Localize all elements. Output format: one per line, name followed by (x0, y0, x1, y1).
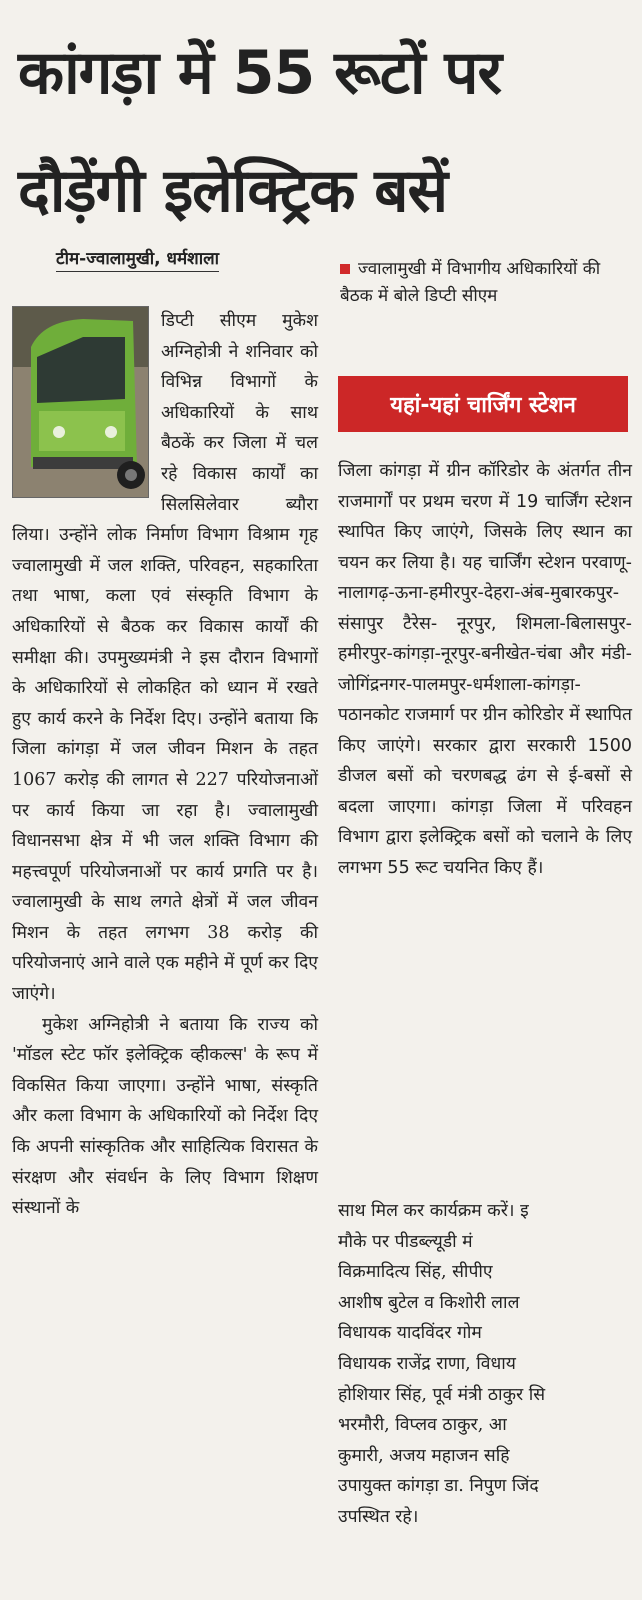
article-continuation (338, 1196, 632, 1533)
continuation-line: विधायक यादविंदर गोम (338, 1323, 482, 1344)
article-paragraph-2: मुकेश अग्निहोत्री ने बताया कि राज्य को 'मॉडल स्टेट फॉर इलेक्ट्रिक व्हीकल्स' के रूप में विकसित किया जाएगा। उन्होंने भाषा, संस्कृति और कला विभाग के अधिकारियों को निर्देश दिए कि अपनी सांस्कृतिक और साहित्यिक विरासत के संरक्षण और संवर्धन के लिए विभाग शिक्षण संस्थानों के (12, 1014, 318, 1219)
continuation-line: मौके पर पीडब्ल्यूडी मं (338, 1231, 473, 1252)
continuation-line: विधायक राजेंद्र राणा, विधाय (338, 1353, 516, 1374)
continuation-line: विक्रमादित्य सिंह, सीपीए (338, 1262, 493, 1283)
continuation-line: होशियार सिंह, पूर्व मंत्री ठाकुर सि (338, 1384, 546, 1405)
continuation-line: भरमौरी, विप्लव ठाकुर, आ (338, 1415, 507, 1436)
article-body (12, 306, 318, 1224)
sidebar-body: जिला कांगड़ा में ग्रीन कॉरिडोर के अंतर्गत तीन राजमार्गों पर प्रथम चरण में 19 चार्जिंग स्टेशन स्थापित किए जाएंगे, जिसके लिए स्थान का चयन कर लिया है। यह चार्जिंग स्टेशन परवाणू-नालागढ़-ऊना-हमीरपुर-देहरा-अंब-मुबारकपुर-संसापुर टैरेस- नूरपुर, शिमला-बिलासपुर-हमीरपुर-कांगड़ा-नूरपुर-बनीखेत-चंबा और मंडी-जोगिंद्रनगर-पालमपुर-धर्मशाला-कांगड़ा-पठानकोट राजमार्ग पर ग्रीन कोरिडोर में स्थापित किए जाएंगे। सरकार द्वारा सरकारी 1500 डीजल बसों को चरणबद्ध ढंग से ई-बसों से बदला जाएगा। कांगड़ा जिला में परिवहन विभाग द्वारा इलेक्ट्रिक बसों को चलाने के लिए लगभग 55 रूट चयनित किए हैं। (338, 461, 632, 878)
subhead-text: ज्वालामुखी में विभागीय अधिकारियों की बैठक में बोले डिप्टी सीएम (340, 259, 601, 306)
continuation-line: साथ मिल कर कार्यक्रम करें। इ (338, 1201, 529, 1221)
headline (18, 14, 628, 250)
continuation-line: आशीष बुटेल व किशोरी लाल (338, 1292, 520, 1313)
byline: टीम-ज्वालामुखी, धर्मशाला (56, 246, 219, 272)
electric-bus-photo (12, 306, 149, 498)
article-paragraph-1: डिप्टी सीएम मुकेश अग्निहोत्री ने शनिवार को विभिन्न विभागों के अधिकारियों के साथ बैठकें कर जिला में चल रहे विकास कार्यों का सिलसिलेवार ब्यौरा लिया। उन्होंने लोक निर्माण विभाग विश्राम गृह ज्वालामुखी में जल शक्ति, परिवहन, सहकारिता तथा भाषा, कला एवं संस्कृति विभाग के अधिकारियों से बैठक कर विकास कार्यों की समीक्षा की। उपमुख्यमंत्री ने इस दौरान विभागों के अधिकारियों से लोकहित को ध्यान में रखते हुए कार्य करने के निर्देश दिए। उन्होंने बताया कि जिला कांगड़ा में जल जीवन मिशन के तहत 1067 करोड़ की लागत से 227 परियोजनाओं पर कार्य किया जा रहा है। ज्वालामुखी विधानसभा क्षेत्र में भी जल शक्ति विभाग की महत्त्वपूर्ण परियोजनाओं पर कार्य प्रगति पर है। ज्वालामुखी के साथ लगते क्षेत्रों में जल जीवन मिशन के तहत लगभग 38 करोड़ की परियोजनाएं आने वाले एक महीने में पूर्ण कर दिए जाएंगे। (12, 311, 318, 1005)
continuation-line: उपस्थित रहे। (338, 1506, 419, 1527)
headline-line-2: दौड़ेंगी इलेक्ट्रिक बसें (18, 156, 448, 226)
sidebar-title: यहां-यहां चार्जिंग स्टेशन (338, 376, 628, 432)
subhead (340, 256, 630, 310)
continuation-line: कुमारी, अजय महाजन सहि (338, 1445, 510, 1466)
headline-line-1: कांगड़ा में 55 रूटों पर (18, 38, 501, 108)
continuation-line: उपायुक्त कांगड़ा डा. निपुण जिंद (338, 1476, 539, 1497)
bullet-square-icon (340, 264, 350, 274)
